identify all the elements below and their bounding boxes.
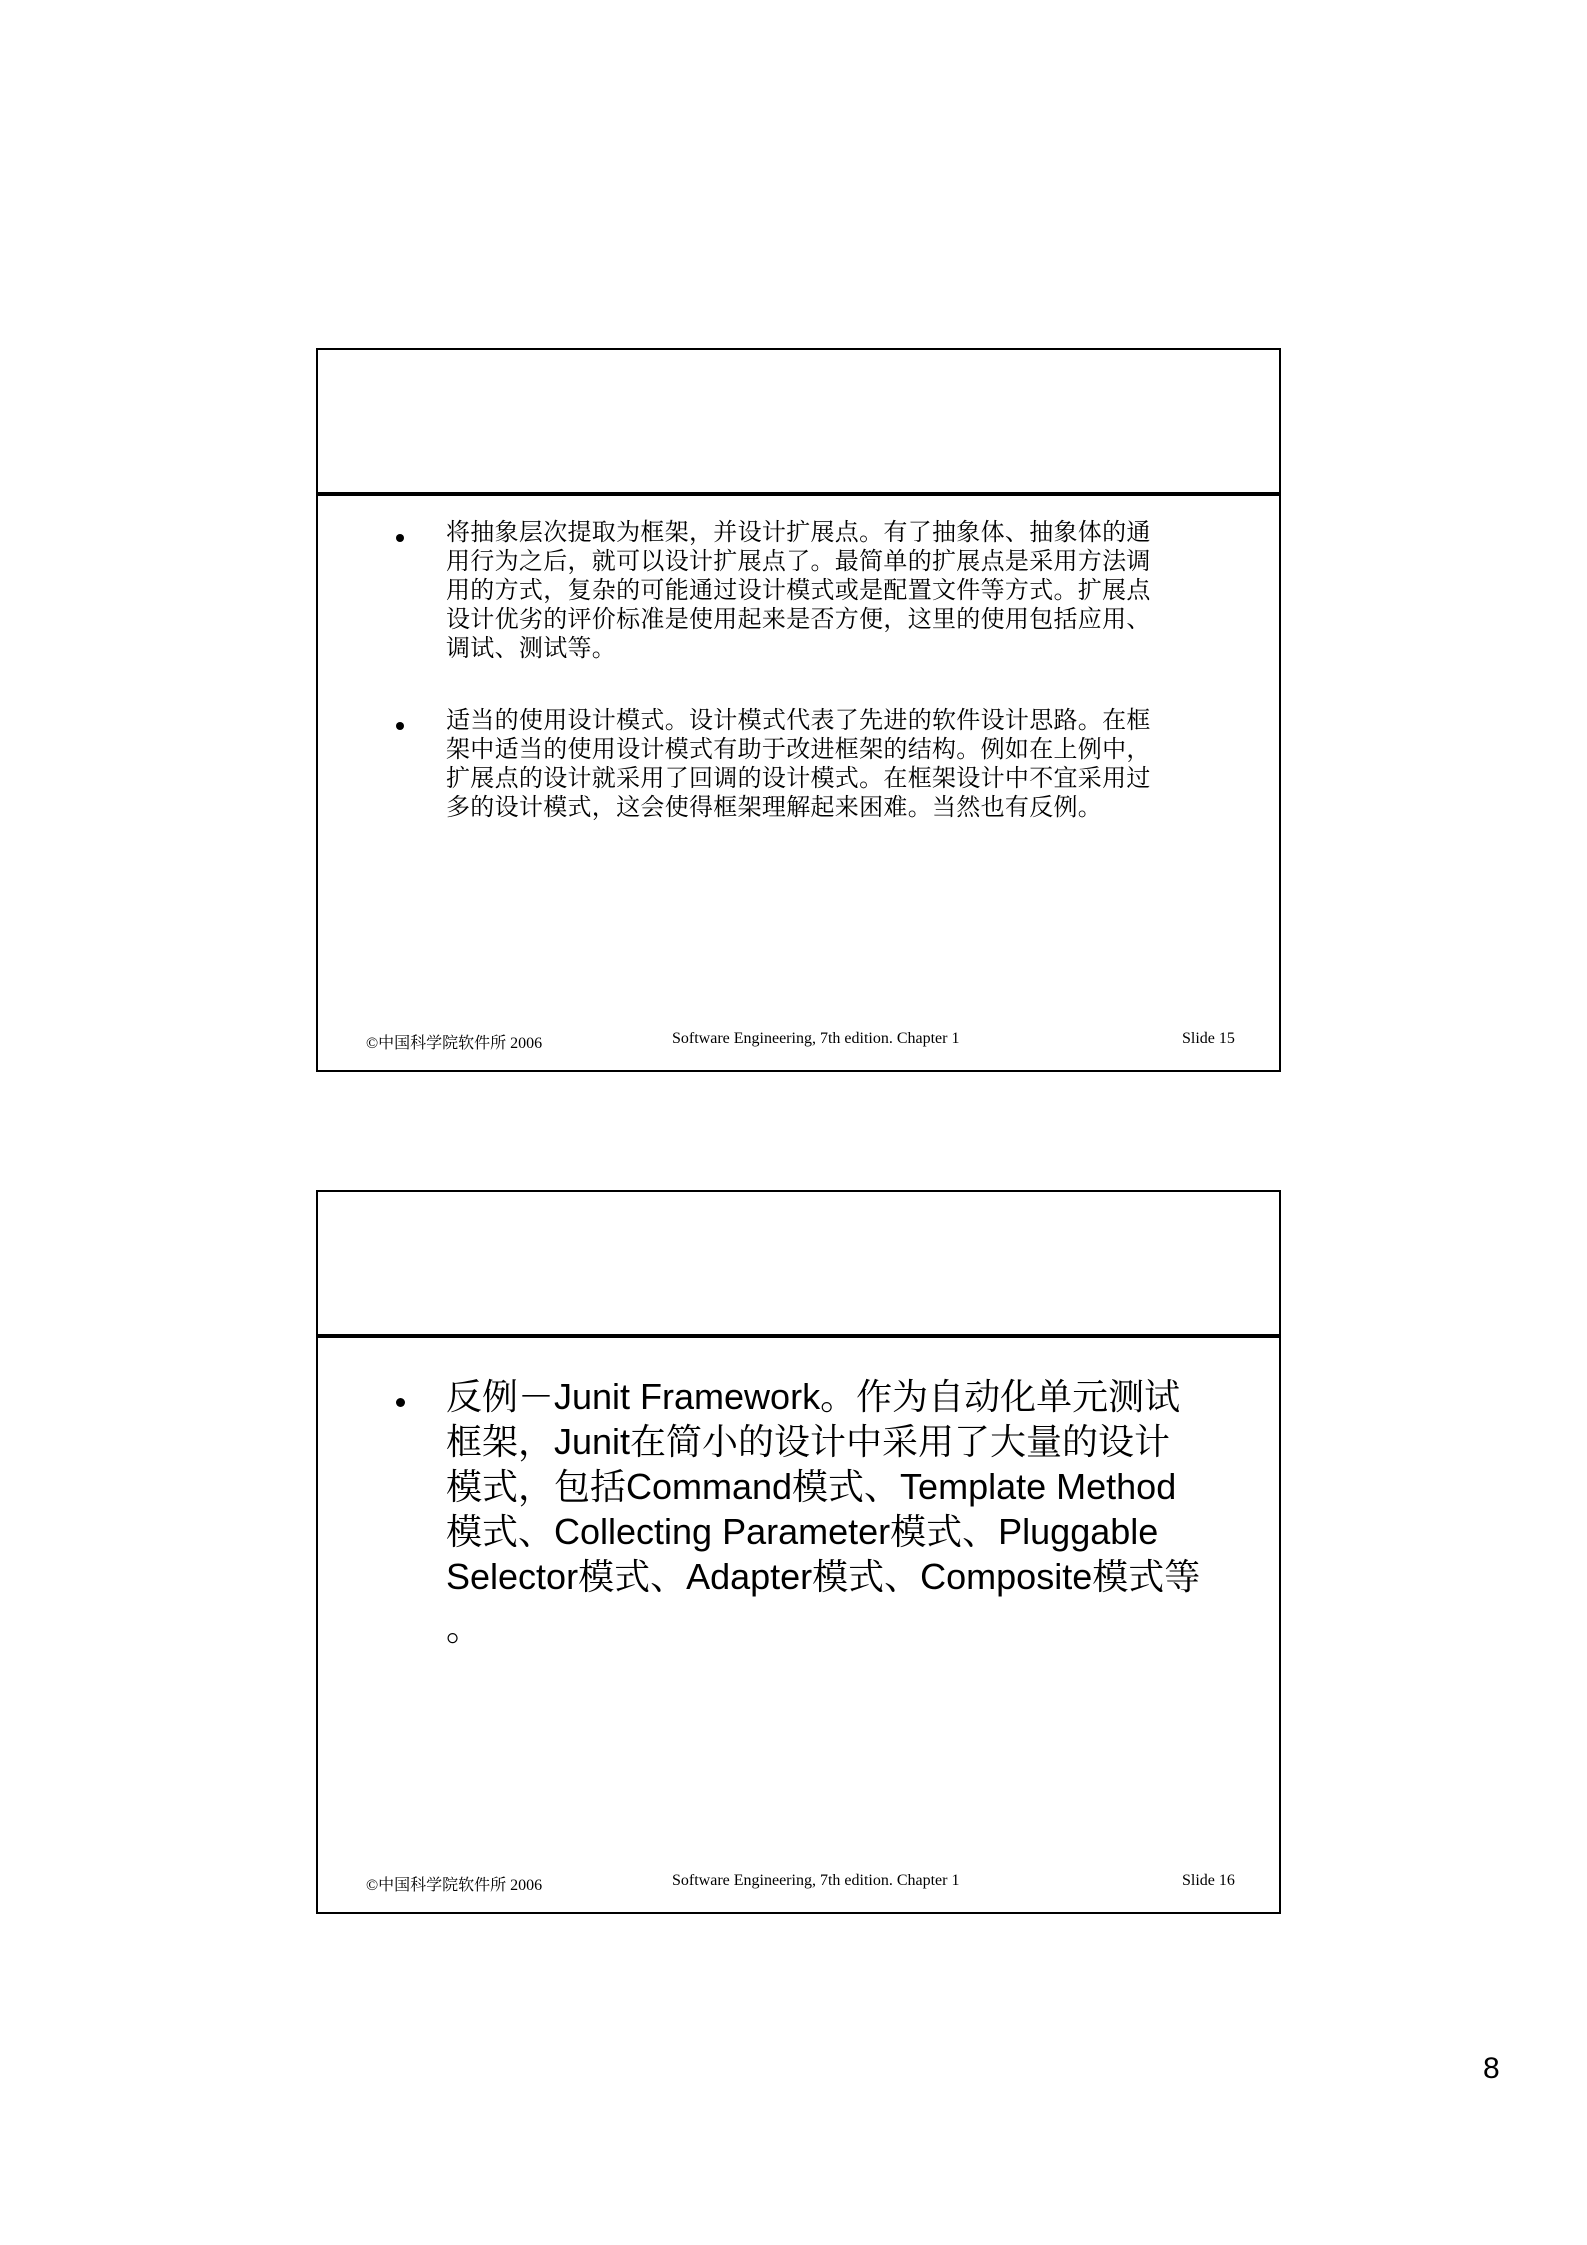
text-line: 扩展点的设计就采用了回调的设计模式。在框架设计中不宜采用过 (446, 764, 1151, 792)
text-line: 用行为之后，就可以设计扩展点了。最简单的扩展点是采用方法调 (446, 547, 1151, 575)
bullet-icon (396, 534, 404, 542)
text-line: 模式，包括Command模式、Template Method (446, 1466, 1177, 1507)
footer-course: Software Engineering, 7th edition. Chapter 1 (672, 1030, 960, 1047)
text-line: 架中适当的使用设计模式有助于改进框架的结构。例如在上例中， (446, 735, 1151, 763)
text-line: 。 (446, 1607, 483, 1648)
footer-copyright: ©中国科学院软件所 2006 (366, 1035, 543, 1052)
text-line: 反例－Junit Framework。作为自动化单元测试 (446, 1376, 1181, 1417)
title-divider (318, 492, 1279, 496)
slide-16 (316, 1190, 1281, 1914)
text-line: 调试、测试等。 (446, 634, 617, 662)
page-number: 8 (1483, 2052, 1500, 2085)
footer-slide-number: Slide 16 (1182, 1872, 1235, 1889)
text-line: 多的设计模式，这会使得框架理解起来困难。当然也有反例。 (446, 793, 1103, 821)
title-divider (318, 1334, 1279, 1338)
text-line: 适当的使用设计模式。设计模式代表了先进的软件设计思路。在框 (446, 706, 1151, 734)
bullet-text (446, 706, 1246, 822)
footer-slide-number: Slide 15 (1182, 1030, 1235, 1047)
footer-copyright: ©中国科学院软件所 2006 (366, 1877, 543, 1894)
text-line: 模式、Collecting Parameter模式、Pluggable (446, 1511, 1159, 1552)
bullet-text (446, 518, 1246, 663)
bullet-text (446, 1374, 1246, 1650)
text-line: 将抽象层次提取为框架，并设计扩展点。有了抽象体、抽象体的通 (446, 518, 1151, 546)
footer-course: Software Engineering, 7th edition. Chapter 1 (672, 1872, 960, 1889)
text-line: Selector模式、Adapter模式、Composite模式等 (446, 1556, 1201, 1597)
bullet-icon (396, 1398, 405, 1407)
bullet-icon (396, 722, 404, 730)
text-line: 框架，Junit在简小的设计中采用了大量的设计 (446, 1421, 1171, 1462)
text-line: 设计优劣的评价标准是使用起来是否方便，这里的使用包括应用、 (446, 605, 1151, 633)
text-line: 用的方式，复杂的可能通过设计模式或是配置文件等方式。扩展点 (446, 576, 1151, 604)
slide-15 (316, 348, 1281, 1072)
